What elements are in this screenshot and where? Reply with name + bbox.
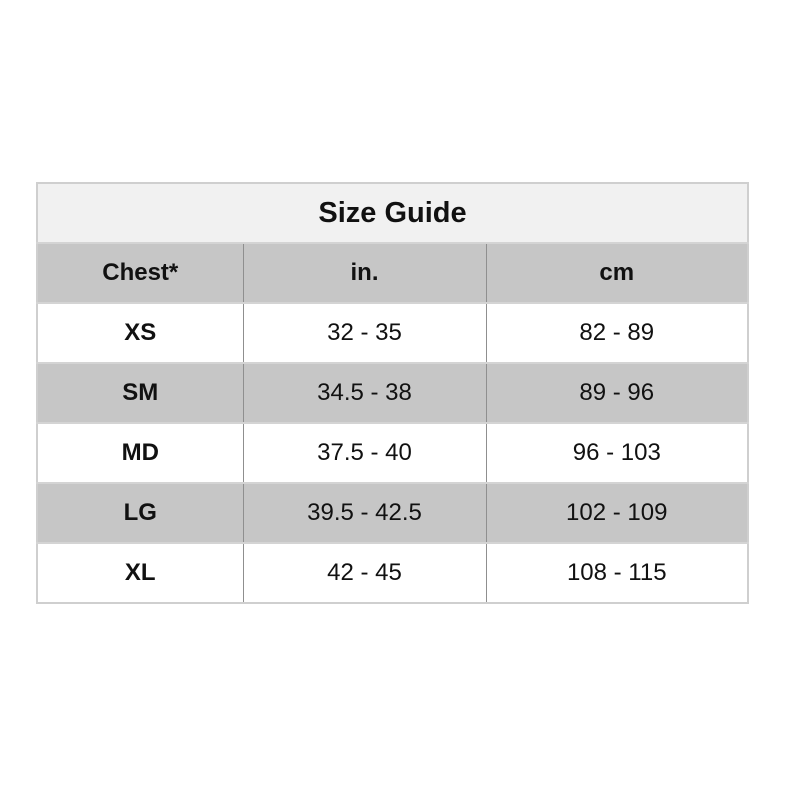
size-label: XS [37,303,243,363]
table-row [37,363,748,423]
inches-value: 39.5 - 42.5 [243,483,486,543]
size-guide-table [36,182,749,604]
inches-value: 32 - 35 [243,303,486,363]
table-row [37,423,748,483]
inches-value: 37.5 - 40 [243,423,486,483]
cm-value: 96 - 103 [486,423,748,483]
table-row [37,303,748,363]
inches-value: 34.5 - 38 [243,363,486,423]
column-header-chest: Chest* [37,243,243,303]
column-header-inches: in. [243,243,486,303]
size-label: SM [37,363,243,423]
size-label: LG [37,483,243,543]
cm-value: 102 - 109 [486,483,748,543]
cm-value: 82 - 89 [486,303,748,363]
size-label: MD [37,423,243,483]
table-row [37,483,748,543]
cm-value: 108 - 115 [486,543,748,603]
size-label: XL [37,543,243,603]
header-row [37,243,748,303]
table-row [37,543,748,603]
cm-value: 89 - 96 [486,363,748,423]
inches-value: 42 - 45 [243,543,486,603]
table-title: Size Guide [37,183,748,243]
column-header-cm: cm [486,243,748,303]
title-row [37,183,748,243]
